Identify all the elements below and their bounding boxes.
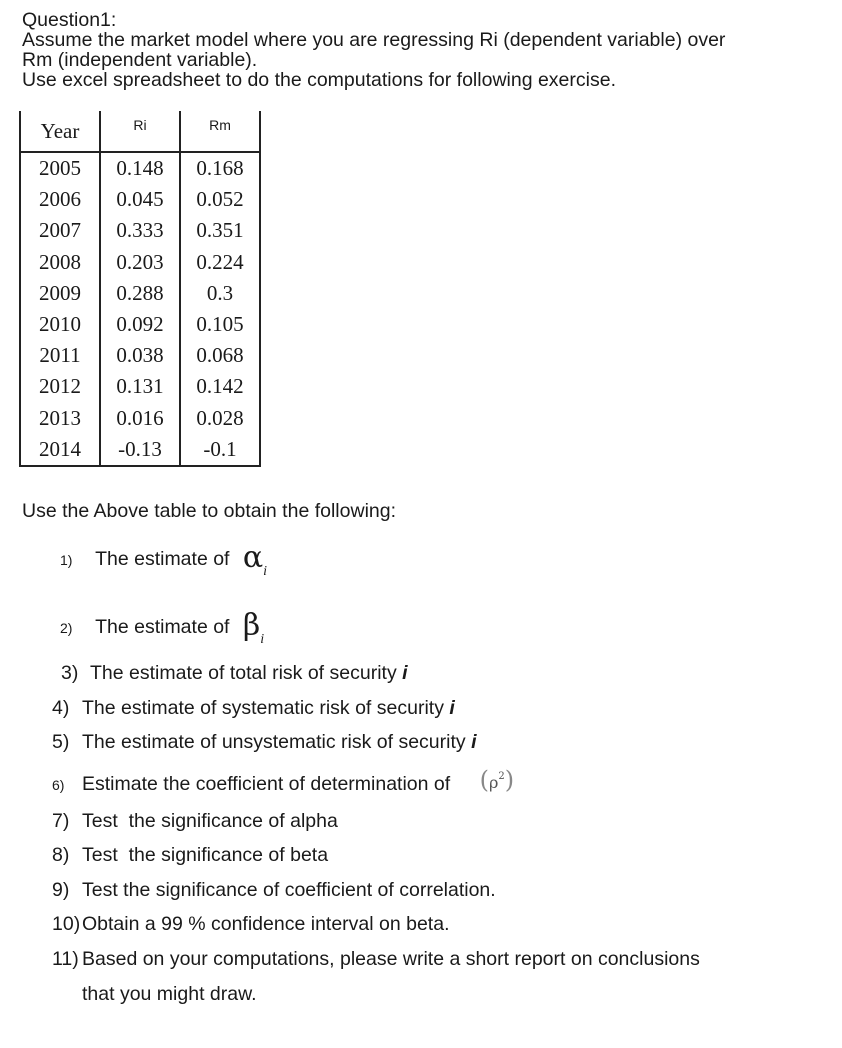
- header-ri: Ri: [100, 111, 180, 152]
- cell-ri: 0.288: [100, 278, 180, 309]
- header-rm: Rm: [180, 111, 260, 152]
- list-item-10: [52, 913, 450, 936]
- list-item-4: [52, 697, 455, 720]
- cell-ri: 0.148: [100, 152, 180, 184]
- cell-rm: 0.142: [180, 371, 260, 402]
- list-item-9: [52, 879, 496, 902]
- instructions-lead: Use the Above table to obtain the following:: [22, 500, 397, 522]
- item-text: The estimate of systematic risk of security: [82, 697, 450, 719]
- cell-ri: 0.203: [100, 247, 180, 278]
- table-row: [20, 215, 260, 246]
- table-row: [20, 247, 260, 278]
- item-number: 9): [52, 879, 70, 901]
- cell-ri: 0.038: [100, 340, 180, 371]
- item-text: Obtain a 99 % confidence interval on beta.: [82, 913, 450, 935]
- item-text: The estimate of total risk of security: [90, 662, 403, 684]
- cell-ri: -0.13: [100, 434, 180, 466]
- cell-ri: 0.016: [100, 403, 180, 434]
- cell-rm: 0.028: [180, 403, 260, 434]
- item-number: 3): [61, 662, 79, 684]
- table-row: [20, 184, 260, 215]
- cell-year: 2008: [20, 247, 100, 278]
- item-number: 7): [52, 810, 70, 832]
- item-text: Test the significance of alpha: [82, 810, 338, 832]
- list-item-3: [61, 662, 408, 685]
- table-header-row: [20, 111, 260, 152]
- cell-year: 2011: [20, 340, 100, 371]
- table-row: [20, 152, 260, 184]
- item-number: 2): [60, 620, 73, 636]
- cell-year: 2013: [20, 403, 100, 434]
- question-line-2: Rm (independent variable).: [22, 49, 258, 71]
- item-text: Estimate the coefficient of determination of: [82, 773, 456, 795]
- list-item-1: [60, 538, 268, 579]
- cell-ri: 0.092: [100, 309, 180, 340]
- cell-rm: 0.168: [180, 152, 260, 184]
- item-number: 1): [60, 552, 73, 568]
- list-item-7: [52, 810, 338, 833]
- list-item-5: [52, 731, 476, 754]
- item-number: 4): [52, 697, 70, 719]
- question-line-1: Assume the market model where you are regressing Ri (dependent variable) over: [22, 29, 726, 51]
- item-number: 11): [52, 948, 79, 970]
- rho-squared-symbol: $(\rho^2)$: [479, 766, 515, 794]
- beta-symbol: β: [242, 608, 261, 643]
- cell-ri: 0.045: [100, 184, 180, 215]
- item-text: The estimate of: [95, 616, 235, 638]
- cell-year: 2005: [20, 152, 100, 184]
- question-title: Question1:: [22, 9, 117, 31]
- item-number: 10): [52, 913, 81, 935]
- cell-year: 2010: [20, 309, 100, 340]
- item-text: Test the significance of beta: [82, 844, 329, 866]
- cell-rm: 0.3: [180, 278, 260, 309]
- cell-ri: 0.131: [100, 371, 180, 402]
- header-year: Year: [20, 111, 100, 152]
- item-number: 8): [52, 844, 70, 866]
- table-row: [20, 340, 260, 371]
- item-text: The estimate of: [95, 548, 235, 570]
- item-emphasis: i: [402, 662, 408, 684]
- item-emphasis: i: [471, 731, 477, 753]
- question-line-3: Use excel spreadsheet to do the computations for following exercise.: [22, 69, 616, 91]
- list-item-8: [52, 844, 328, 867]
- cell-rm: -0.1: [180, 434, 260, 466]
- returns-table: [19, 111, 261, 467]
- alpha-symbol: α: [242, 540, 264, 575]
- item-number: 6): [52, 777, 65, 793]
- list-item-6: [52, 768, 514, 796]
- table-row: [20, 278, 260, 309]
- cell-year: 2014: [20, 434, 100, 466]
- cell-year: 2012: [20, 371, 100, 402]
- alpha-subscript: i: [263, 564, 268, 579]
- cell-ri: 0.333: [100, 215, 180, 246]
- question-intro: [22, 10, 725, 90]
- item-emphasis: i: [449, 697, 455, 719]
- list-item-2: [60, 606, 265, 647]
- item-text: Based on your computations, please write a short report on conclusions: [82, 948, 700, 970]
- cell-rm: 0.351: [180, 215, 260, 246]
- cell-rm: 0.105: [180, 309, 260, 340]
- table-row: [20, 434, 260, 466]
- item-number: 5): [52, 731, 70, 753]
- cell-year: 2006: [20, 184, 100, 215]
- list-item-11-continued: that you might draw.: [82, 983, 257, 1005]
- cell-rm: 0.068: [180, 340, 260, 371]
- table-row: [20, 403, 260, 434]
- cell-rm: 0.052: [180, 184, 260, 215]
- list-item-11: [52, 948, 700, 971]
- item-text: Test the significance of coefficient of correlation.: [82, 879, 496, 901]
- beta-subscript: i: [260, 632, 265, 647]
- cell-year: 2009: [20, 278, 100, 309]
- cell-rm: 0.224: [180, 247, 260, 278]
- cell-year: 2007: [20, 215, 100, 246]
- table-row: [20, 309, 260, 340]
- item-text: The estimate of unsystematic risk of security: [82, 731, 472, 753]
- table-row: [20, 371, 260, 402]
